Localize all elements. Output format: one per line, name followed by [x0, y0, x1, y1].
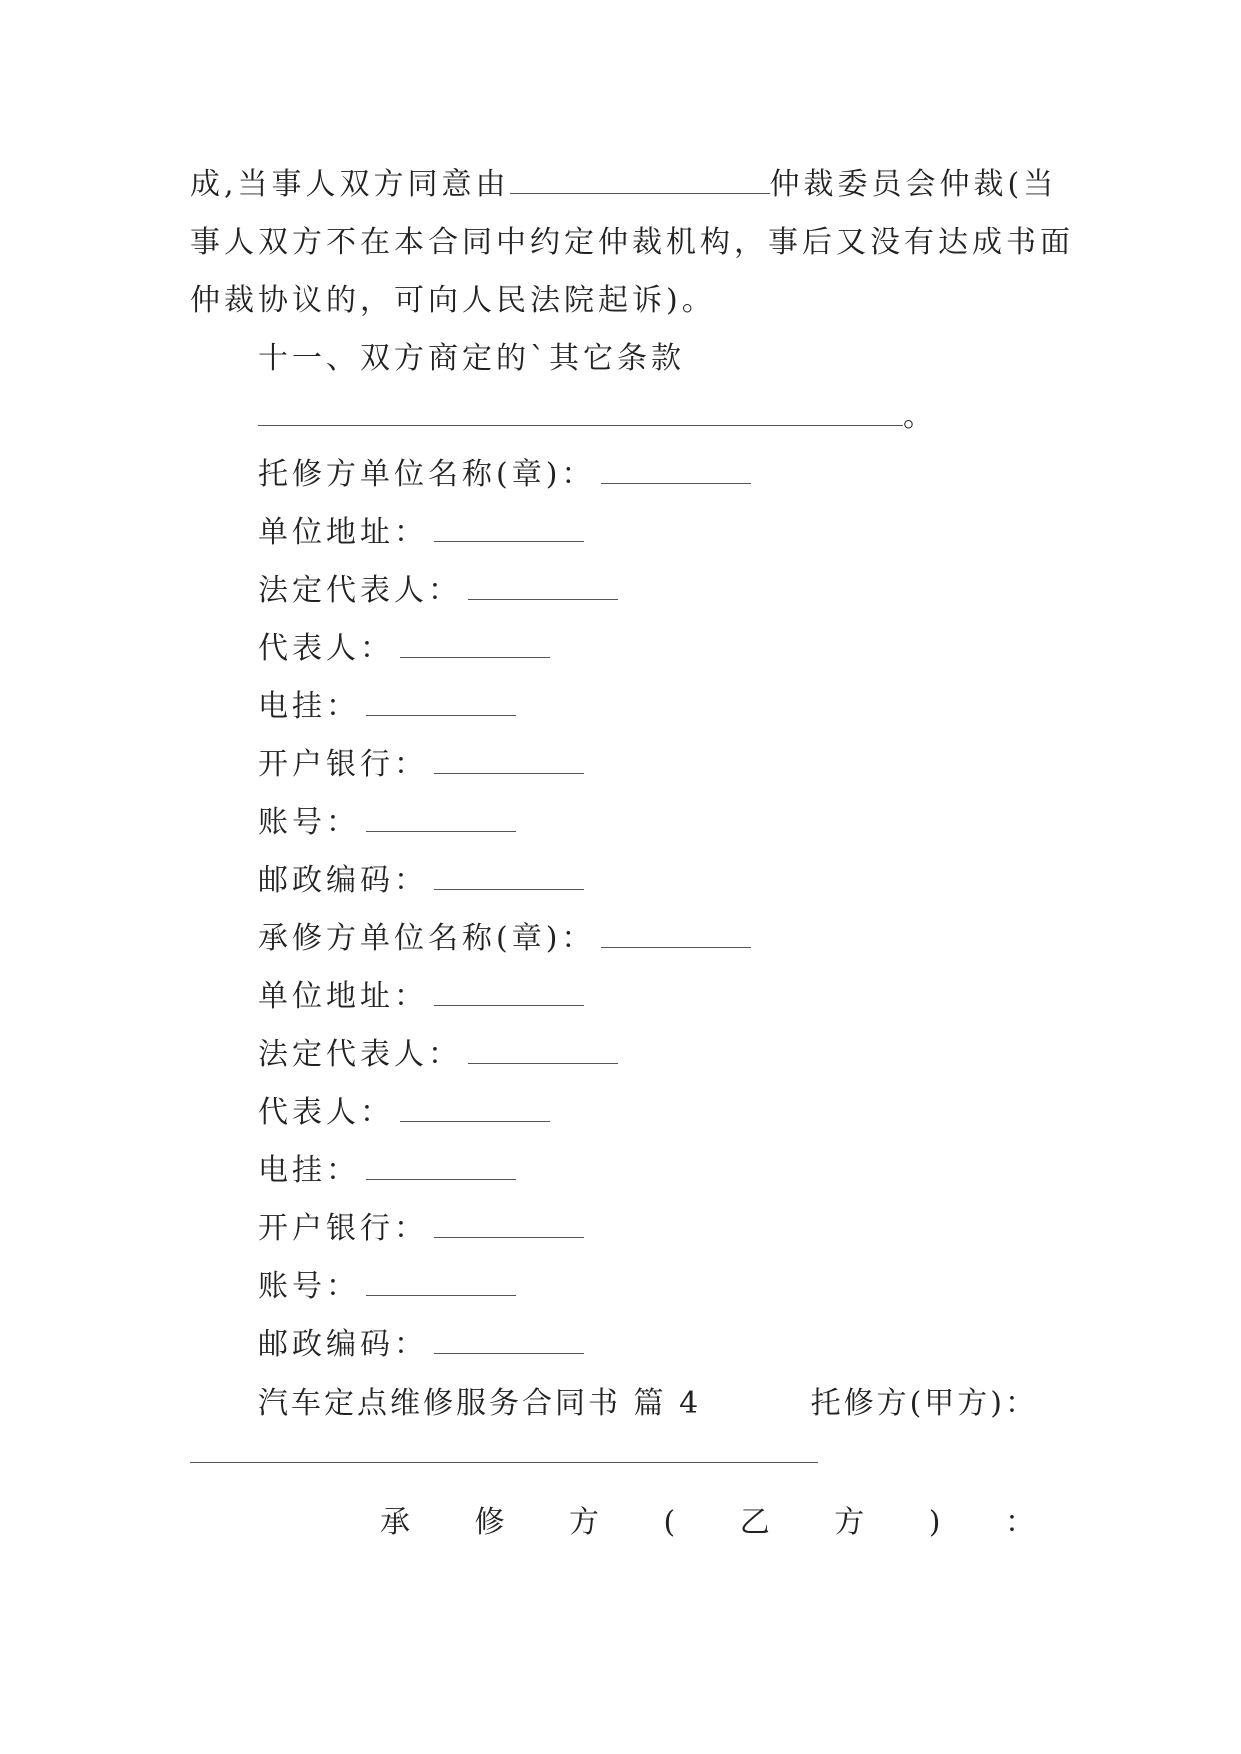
party-b-field: [258, 919, 751, 959]
clause-11-blank-line: [258, 397, 937, 437]
party-a-field: [258, 861, 584, 901]
field-blank: [434, 867, 584, 890]
field-label: 代表人：: [258, 631, 394, 666]
party-a-field: [258, 687, 516, 727]
party-a-field: [258, 629, 550, 669]
party-b-field: [258, 1325, 584, 1365]
spread-char: 乙: [739, 1505, 770, 1540]
field-label: 单位地址：: [258, 979, 428, 1014]
field-label: 代表人：: [258, 1095, 394, 1130]
party-a-name-blank: [190, 1462, 818, 1463]
field-blank: [366, 1157, 516, 1180]
party-b-field: [258, 1209, 584, 1249]
party-b-field: [258, 1093, 550, 1133]
party-a-field: [258, 513, 584, 553]
field-blank: [366, 809, 516, 832]
field-label: 单位地址：: [258, 515, 428, 550]
field-label: 邮政编码：: [258, 1327, 428, 1362]
field-label: 电挂：: [258, 689, 360, 724]
field-label: 账号：: [258, 805, 360, 840]
party-a-label: 托修方(甲方)：: [810, 1386, 1038, 1421]
field-blank: [400, 635, 550, 658]
party-b-label-spread: [380, 1503, 1035, 1543]
field-label: 托修方单位名称(章)：: [258, 457, 596, 492]
field-blank: [468, 577, 618, 600]
other-terms-blank: [258, 403, 903, 426]
paragraph-line-1-start: 成,当事人双方同意由: [190, 167, 510, 202]
clause-11-heading: 十一、双方商定的`其它条款: [258, 341, 685, 376]
party-b-field: [258, 1151, 516, 1191]
section-4-title: 汽车定点维修服务合同书 篇 4: [258, 1386, 702, 1421]
field-label: 电挂：: [258, 1153, 360, 1188]
paragraph-line-1: [190, 165, 1057, 205]
field-blank: [434, 983, 584, 1006]
party-b-field: [258, 1035, 618, 1075]
party-a-field: [258, 745, 584, 785]
party-b-field: [258, 977, 584, 1017]
field-label: 开户银行：: [258, 1211, 428, 1246]
field-blank: [601, 461, 751, 484]
clause-11-end-mark: 。: [903, 399, 937, 434]
field-blank: [601, 925, 751, 948]
field-blank: [366, 1273, 516, 1296]
field-blank: [468, 1041, 618, 1064]
spread-char: 方: [569, 1505, 599, 1540]
party-b-field: [258, 1267, 516, 1307]
paragraph-line-3: 仲裁协议的，可向人民法院起诉)。: [190, 283, 716, 318]
arbitration-committee-blank: [510, 171, 770, 194]
field-blank: [434, 751, 584, 774]
party-a-field: [258, 803, 516, 843]
field-label: 法定代表人：: [258, 1037, 462, 1072]
field-blank: [366, 693, 516, 716]
section-4-title-line: [258, 1384, 1038, 1424]
paragraph-line-2: 事人双方不在本合同中约定仲裁机构，事后又没有达成书面: [190, 225, 1074, 260]
field-label: 开户银行：: [258, 747, 428, 782]
paragraph-line-1-end: 仲裁委员会仲裁(当: [769, 167, 1058, 202]
field-blank: [434, 519, 584, 542]
party-a-field: [258, 455, 751, 495]
field-label: 法定代表人：: [258, 573, 462, 608]
party-a-field: [258, 571, 618, 611]
field-label: 承修方单位名称(章)：: [258, 921, 596, 956]
field-label: 邮政编码：: [258, 863, 428, 898]
spread-char: (: [663, 1505, 676, 1540]
field-blank: [434, 1215, 584, 1238]
spread-char: ): [928, 1505, 941, 1540]
spread-char: 修: [474, 1505, 505, 1540]
spread-char: 方: [834, 1505, 865, 1540]
field-label: 账号：: [258, 1269, 360, 1304]
field-blank: [434, 1331, 584, 1354]
spread-char: 承: [380, 1505, 410, 1540]
spread-char: ：: [1004, 1505, 1035, 1540]
field-blank: [400, 1099, 550, 1122]
